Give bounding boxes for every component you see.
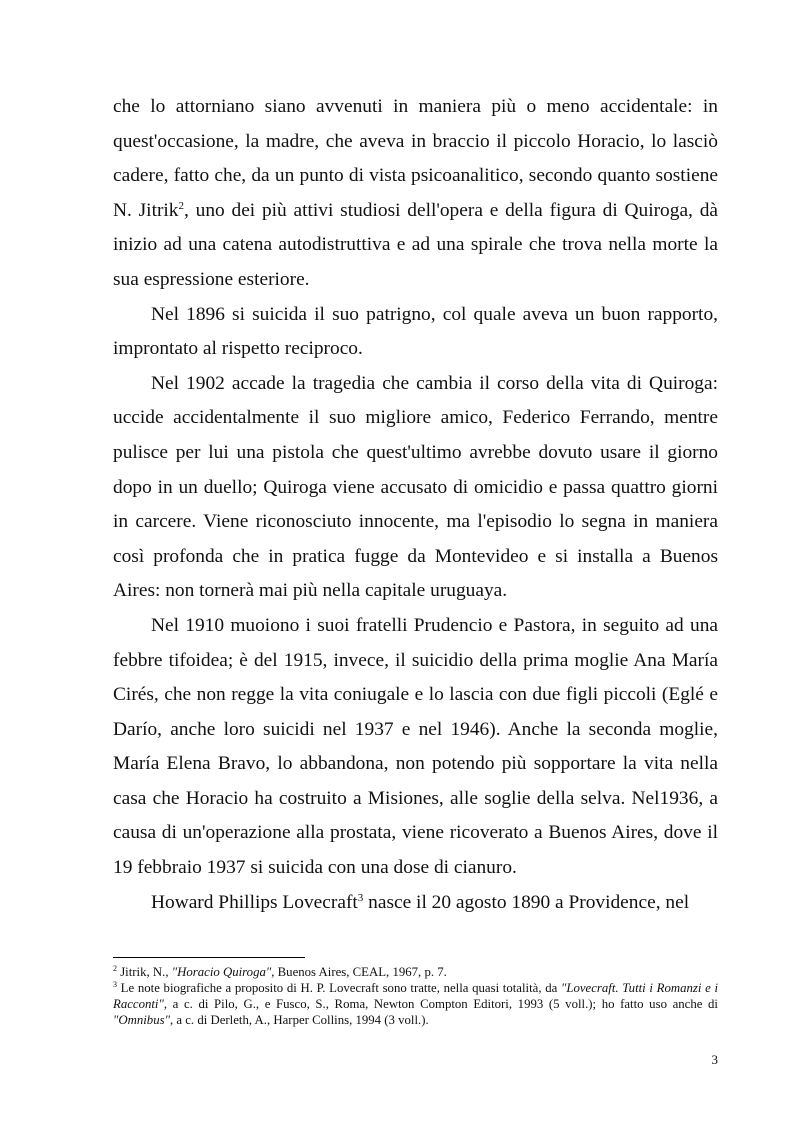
paragraph-text: Howard Phillips Lovecraft — [151, 891, 358, 913]
paragraph-text: , uno dei più attivi studiosi dell'opera e della figura di Quiroga, dà inizio ad una catena autodistruttiva e ad una spirale che trova nella morte la sua espressione esteriore. — [113, 199, 718, 290]
page-number: 3 — [711, 1052, 718, 1067]
paragraph-1910: Nel 1910 muoiono i suoi fratelli Prudencio e Pastora, in seguito ad una febbre tifoidea; è del 1915, invece, il suicidio della prima moglie Ana María Cirés, che non regge la vita coniugale e lo lascia con due figli piccoli (Eglé e Darío, anche loro suicidi nel 1937 e nel 1946). Anche la seconda moglie, María Elena Bravo, lo abbandona, non potendo più sopportare la vita nella casa che Horacio ha costruito a Misiones, alle soglie della selva. Nel1936, a causa di un'operazione alla prostata, viene ricoverato a Buenos Aires, dove il 19 febbraio 1937 si suicida con una dose di cianuro. — [113, 614, 718, 879]
footnote-separator — [113, 957, 305, 958]
paragraph-1902: Nel 1902 accade la tragedia che cambia il corso della vita di Quiroga: uccide accidentalmente il suo migliore amico, Federico Ferrando, mentre pulisce per lui una pistola che quest'ultimo avrebbe dovuto usare il giorno dopo in un duello; Quiroga viene accusato di omicidio e passa quattro giorni in carcere. Viene riconosciuto innocente, ma l'episodio lo segna in maniera così profonda che in pratica fugge da Montevideo e si installa a Buenos Aires: non tornerà mai più nella capitale uruguaya. — [113, 372, 718, 602]
footnote-reference-2[interactable]: 2 — [178, 199, 184, 212]
footnote-mark: 2 — [113, 964, 117, 973]
paragraph-lovecraft — [113, 886, 718, 921]
footnote-mark: 3 — [113, 980, 117, 989]
footnote-text: , a c. di Derleth, A., Harper Collins, 1994 (3 voll.). — [169, 1013, 429, 1027]
paragraph-text: che lo attorniano siano avvenuti in maniera più o meno accidentale: in quest'occasione, la madre, che aveva in braccio il piccolo Horacio, lo lasciò cadere, fatto che, da un punto di vista psicoanalitico, secondo quanto sostiene N. Jitrik — [113, 96, 718, 221]
paragraph-text: nasce il 20 agosto 1890 a Providence, nel — [363, 891, 690, 913]
paragraph-1896: Nel 1896 si suicida il suo patrigno, col quale aveva un buon rapporto, improntato al rispetto reciproco. — [113, 303, 718, 360]
footnote-text: Le note biografiche a proposito di H. P. Lovecraft sono tratte, nella quasi totalità, da — [117, 981, 561, 995]
footnote-text: , Buenos Aires, CEAL, 1967, p. 7. — [271, 965, 447, 979]
footnote-reference-3[interactable]: 3 — [357, 891, 364, 904]
footnotes — [113, 964, 718, 1028]
footnote-title: "Lovecraft. Tutti i Romanzi e i Racconti" — [113, 981, 719, 1011]
footnote-2 — [113, 964, 718, 980]
footnote-3 — [113, 980, 718, 1028]
footnote-text: , a c. di Pilo, G., e Fusco, S., Roma, Newton Compton Editori, 1993 (5 voll.); ho fatto uso anche di — [163, 997, 718, 1011]
footnote-title: "Horacio Quiroga" — [171, 965, 272, 979]
footnote-title: "Omnibus" — [113, 1013, 170, 1027]
footnote-text: Jitrik, N., — [117, 965, 172, 979]
body-text — [113, 90, 718, 920]
paragraph-quiroga-childhood — [113, 90, 718, 298]
